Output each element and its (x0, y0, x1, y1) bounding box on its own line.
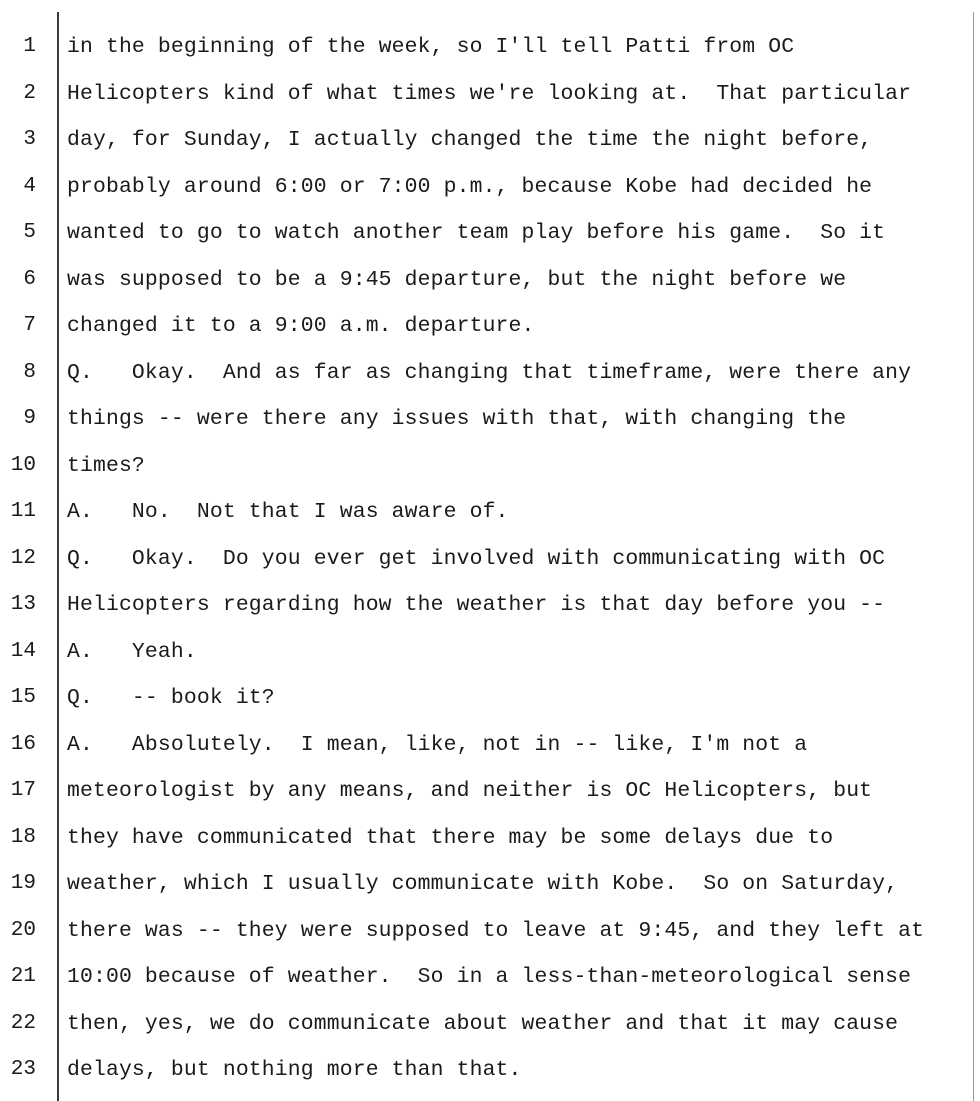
line-text: changed it to a 9:00 a.m. departure. (67, 314, 535, 338)
line-text: A. Absolutely. I mean, like, not in -- like, I'm not a (67, 732, 808, 757)
line-number: 6 (23, 267, 36, 291)
line-text: day, for Sunday, I actually changed the time the night before, (67, 128, 873, 152)
line-text: probably around 6:00 or 7:00 p.m., because Kobe had decided he (67, 174, 873, 199)
transcript-line (0, 396, 980, 443)
line-text: wanted to go to watch another team play before his game. So it (67, 221, 886, 245)
line-number: 4 (23, 174, 36, 198)
line-text: times? (67, 453, 145, 478)
line-text: A. Yeah. (67, 639, 197, 664)
transcript-line (0, 350, 980, 397)
transcript-line (0, 24, 980, 71)
transcript-line (0, 71, 980, 118)
line-number: 15 (10, 686, 36, 709)
transcript-line (0, 536, 980, 583)
line-number: 16 (10, 732, 36, 756)
transcript-line (0, 1047, 980, 1094)
transcript-line (0, 1001, 980, 1048)
transcript-line (0, 908, 980, 955)
line-text: then, yes, we do communicate about weather and that it may cause (67, 1011, 899, 1036)
transcript-line (0, 629, 980, 676)
transcript-line (0, 164, 980, 211)
transcript-line (0, 722, 980, 769)
transcript-line (0, 303, 980, 350)
transcript-line (0, 954, 980, 1001)
line-number: 5 (23, 221, 36, 244)
line-text: in the beginning of the week, so I'll tell Patti from OC (67, 35, 795, 59)
line-number: 21 (10, 965, 36, 988)
line-text: there was -- they were supposed to leave at 9:45, and they left at (67, 918, 925, 943)
line-number: 3 (23, 128, 36, 151)
line-text: they have communicated that there may be some delays due to (67, 825, 834, 850)
line-text: A. No. Not that I was aware of. (67, 500, 509, 524)
line-number: 10 (10, 453, 36, 477)
line-number: 7 (23, 314, 36, 337)
transcript-line (0, 861, 980, 908)
transcript-line (0, 489, 980, 536)
line-number: 20 (10, 918, 36, 942)
line-text: Q. Okay. Do you ever get involved with communicating with OC (67, 546, 886, 571)
line-number: 18 (10, 825, 36, 849)
line-number: 22 (10, 1011, 36, 1035)
line-number: 8 (23, 360, 36, 384)
transcript-line (0, 675, 980, 722)
line-number: 1 (23, 35, 36, 58)
line-text: delays, but nothing more than that. (67, 1058, 522, 1082)
transcript-line (0, 768, 980, 815)
line-text: Helicopters regarding how the weather is that day before you -- (67, 593, 886, 617)
line-text: 10:00 because of weather. So in a less-than-meteorological sense (67, 965, 912, 989)
transcript-line (0, 210, 980, 257)
transcript-line (0, 582, 980, 629)
transcript-line (0, 117, 980, 164)
line-number: 23 (10, 1058, 36, 1081)
line-text: Helicopters kind of what times we're looking at. That particular (67, 81, 912, 106)
line-text: Q. Okay. And as far as changing that timeframe, were there any (67, 360, 912, 385)
line-text: meteorologist by any means, and neither is OC Helicopters, but (67, 779, 873, 803)
line-text: was supposed to be a 9:45 departure, but the night before we (67, 267, 847, 292)
line-number: 14 (10, 639, 36, 663)
transcript-line (0, 257, 980, 304)
line-number: 11 (10, 500, 36, 523)
line-number: 17 (10, 779, 36, 802)
transcript-line (0, 443, 980, 490)
line-number: 19 (10, 872, 36, 895)
line-number: 13 (10, 593, 36, 616)
line-number: 9 (23, 407, 36, 430)
line-number: 2 (23, 81, 36, 105)
transcript-lines (0, 24, 980, 1094)
transcript-line (0, 815, 980, 862)
line-text: weather, which I usually communicate with Kobe. So on Saturday, (67, 872, 899, 896)
line-text: Q. -- book it? (67, 686, 275, 710)
line-text: things -- were there any issues with that, with changing the (67, 407, 847, 431)
line-number: 12 (10, 546, 36, 570)
